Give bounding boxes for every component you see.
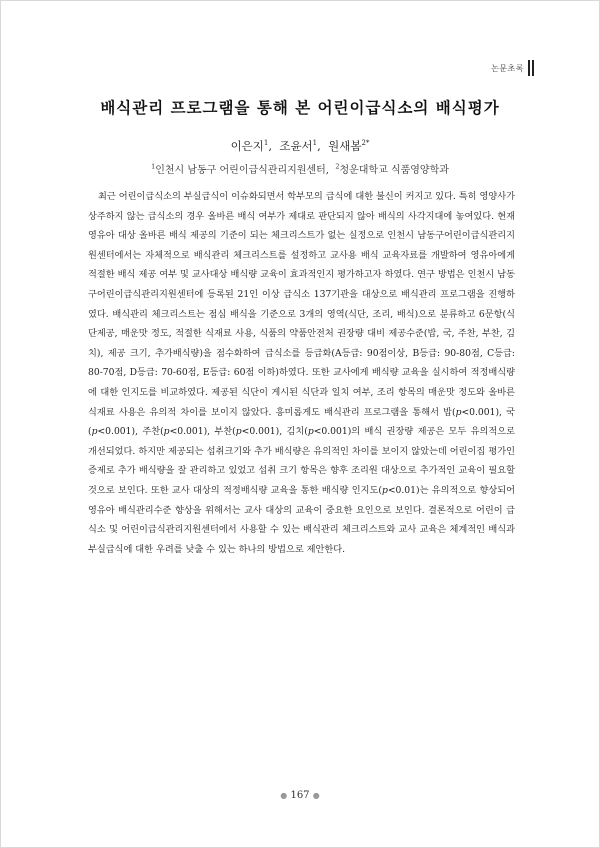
section-tag bbox=[491, 60, 534, 76]
affiliation-text: 청운대학교 식품영양학과 bbox=[339, 165, 449, 176]
p-symbol: p bbox=[163, 426, 170, 438]
abstract-text: <0.001), 김치( bbox=[241, 426, 308, 438]
abstract-body bbox=[88, 187, 515, 559]
author-mark: 2* bbox=[361, 139, 370, 148]
page-footer bbox=[0, 790, 600, 801]
author-mark: 1 bbox=[263, 139, 269, 148]
author-name: 원새봄 bbox=[328, 139, 362, 153]
section-tag-bars bbox=[528, 60, 534, 76]
affiliation-mark: 2 bbox=[335, 162, 340, 171]
abstract-text: <0.001)의 배식 권장량 제공은 모두 유의적으로 개선되었다. 하지만 제공되는 섭취크기와 추가 배식량은 유의적인 차이를 보이지 않았는데 어린이집 평가인증제로 추가 배식량을 잘 관리하고 있었고 섭취 크기 항목은 향후 조리원 대상으로 추가적인 교육이 필요할 것으로 보인다. 또한 교사 대상의 적정배식량 교육을 통한 배식량 인지도( bbox=[88, 426, 515, 496]
affiliation-text: 인천시 남동구 어린이급식관리지원센터 bbox=[155, 165, 326, 176]
paper-title: 배식관리 프로그램을 통해 본 어린이급식소의 배식평가 bbox=[100, 99, 500, 117]
section-tag-label: 논문초록 bbox=[491, 63, 524, 73]
p-symbol: p bbox=[91, 426, 98, 438]
author-name: 조윤서 bbox=[279, 139, 313, 153]
p-symbol: p bbox=[307, 426, 314, 438]
bullet-icon: ● bbox=[312, 791, 320, 800]
abstract-text: <0.001), 주찬( bbox=[97, 426, 164, 438]
abstract-text: <0.001), 국( bbox=[88, 406, 515, 438]
p-symbol: p bbox=[235, 426, 242, 438]
abstract-text: <0.001), 부찬( bbox=[169, 426, 236, 438]
abstract-text: 최근 어린이급식소의 부실급식이 이슈화되면서 학부모의 급식에 대한 불신이 커지고 있다. 특히 영양사가 상주하지 않는 급식소의 경우 올바른 배식 여부가 제대로 판단되지 않아 배식의 사각지대에 놓여있다. 현재 영유아 대상 올바른 배식 제공의 기준이 되는 체크리스트가 없는 실정으로 인천시 남동구어린이급식관리지원센터에서는 자체적으로 배식관리 체크리스트를 설정하고 교사용 배식 교육자료를 개발하여 영유아에게 적절한 배식 제공 여부 및 교사대상 배식량 교육이 효과적인지 평가하고자 하였다. 연구 방법은 인천시 남동구어린이급식관리지원센터에 등록된 21인 이상 급식소 137기관을 대상으로 배식관리 프로그램을 진행하였다. 배식관리 체크리스트는 점심 배식을 기준으로 3개의 영역(식단, 조리, 배식)으로 분류하고 6문항(식단제공, 매운맛 정도, 적절한 식재료 사용, 식품의 약품안전처 권장량 대비 제공수준(밥, 국, 주찬, 부찬, 김치), 제공 크기, 추가배식량)을 점수화하여 급식소를 등급화(A등급: 90점이상, B등급: 90-80점, C등급: 80-70점, D등급: 70-60점, E등급: 60점 이하)하였다. 또한 교사에게 배식량 교육을 실시하여 적정배식량에 대한 인지도를 비교하였다. 제공된 식단이 게시된 식단과 일치 여부, 조리 항목의 매운맛 정도와 올바른 식재료 사용은 유의적 차이를 보이지 않았다. 흥미롭게도 배식관리 프로그램을 통해서 밥( bbox=[88, 191, 515, 418]
author-mark: 1 bbox=[312, 139, 318, 148]
page-number: 167 bbox=[290, 790, 310, 801]
author-name: 이은지 bbox=[230, 139, 264, 153]
bullet-icon: ● bbox=[280, 791, 288, 800]
p-symbol: p bbox=[455, 406, 462, 418]
p-symbol: p bbox=[381, 484, 388, 496]
author-line: 이은지$^1$, 조윤서$^1$, 원새봄$^{2*}$ bbox=[230, 139, 370, 153]
abstract-text: <0.01)는 유의적으로 향상되어 영유아 배식관리수준 향상을 위해서는 교사 대상의 교육이 중요한 요인으로 보인다. 결론적으로 어린이 급식소 및 어린이급식관리지원센터에서 사용할 수 있는 배식관리 체크리스트와 교사 교육은 체계적인 배식과 부실급식에 대한 우려를 낮출 수 있는 하나의 방법으로 제안한다. bbox=[88, 484, 515, 555]
affiliation-mark: 1 bbox=[151, 162, 156, 171]
affiliation-line: $^1$인천시 남동구 어린이급식관리지원센터, $^2$청운대학교 식품영양학과 bbox=[151, 162, 449, 176]
